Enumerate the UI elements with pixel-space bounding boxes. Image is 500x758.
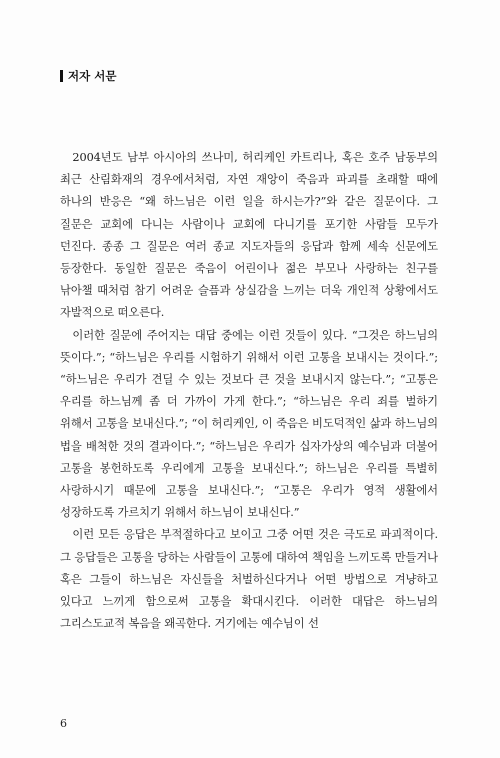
paragraph: 이런 모든 응답은 부적절하다고 보이고 그중 어떤 것은 극도로 파괴적이다. 그 응답들은 고통을 당하는 사람들이 고통에 대하여 책임을 느끼도록 만들거나 혹은 그들이 하느님은 자신들을 처벌하신다거나 어떤 방법으로 겨냥하고 있다고 느끼게 함으로써 고통을 확대시킨다. 이러한 대답은 하느님의 그리스도교적 복음을 왜곡한다. 거기에는 예수님이 선 [60,528,438,631]
section-title: 저자 서문 [68,69,117,83]
section-marker-bar [60,70,63,82]
section-header [60,68,116,84]
page-number: 6 [60,717,67,730]
body-text [60,147,438,635]
paragraph: 2004년도 남부 아시아의 쓰나미, 허리케인 카트리나, 혹은 호주 남동부의 최근 산림화재의 경우에서처럼, 자연 재앙이 죽음과 파괴를 초래할 때에 하나의 반응은 “왜 하느님은 이런 일을 하시는가?”와 같은 질문이다. 그 질문은 교회에 다니는 사람이나 교회에 다니기를 포기한 사람들 모두가 던진다. 종종 그 질문은 여러 종교 지도자들의 응답과 함께 세속 신문에도 등장한다. 동일한 질문은 죽음이 어린이나 젊은 부모나 사랑하는 친구를 낚아챌 때처럼 참기 어려운 슬픔과 상실감을 느끼는 더욱 개인적 상황에서도 자발적으로 떠오른다. [60,151,438,320]
paragraph: 이러한 질문에 주어지는 대답 중에는 이런 것들이 있다. “그것은 하느님의 뜻이다.”; “하느님은 우리를 시험하기 위해서 이런 고통을 보내시는 것이다.”; “하느님은 우리가 견딜 수 있는 것보다 큰 것을 보내시지 않는다.”; “고통은 우리를 하느님께 좀 더 가까이 가게 한다.”; “하느님은 우리 죄를 벌하기 위해서 고통을 보내신다.”; “이 허리케인, 이 죽음은 비도덕적인 삶과 하느님의 법을 배척한 것의 결과이다.”; “하느님은 우리가 십자가상의 예수님과 더불어 고통을 봉헌하도록 우리에게 고통을 보내신다.”; 하느님은 우리를 특별히 사랑하시기 때문에 고통을 보내신다.”; “고통은 우리가 영적 생활에서 성장하도록 가르치기 위해서 하느님이 보내신다.” [60,328,438,520]
